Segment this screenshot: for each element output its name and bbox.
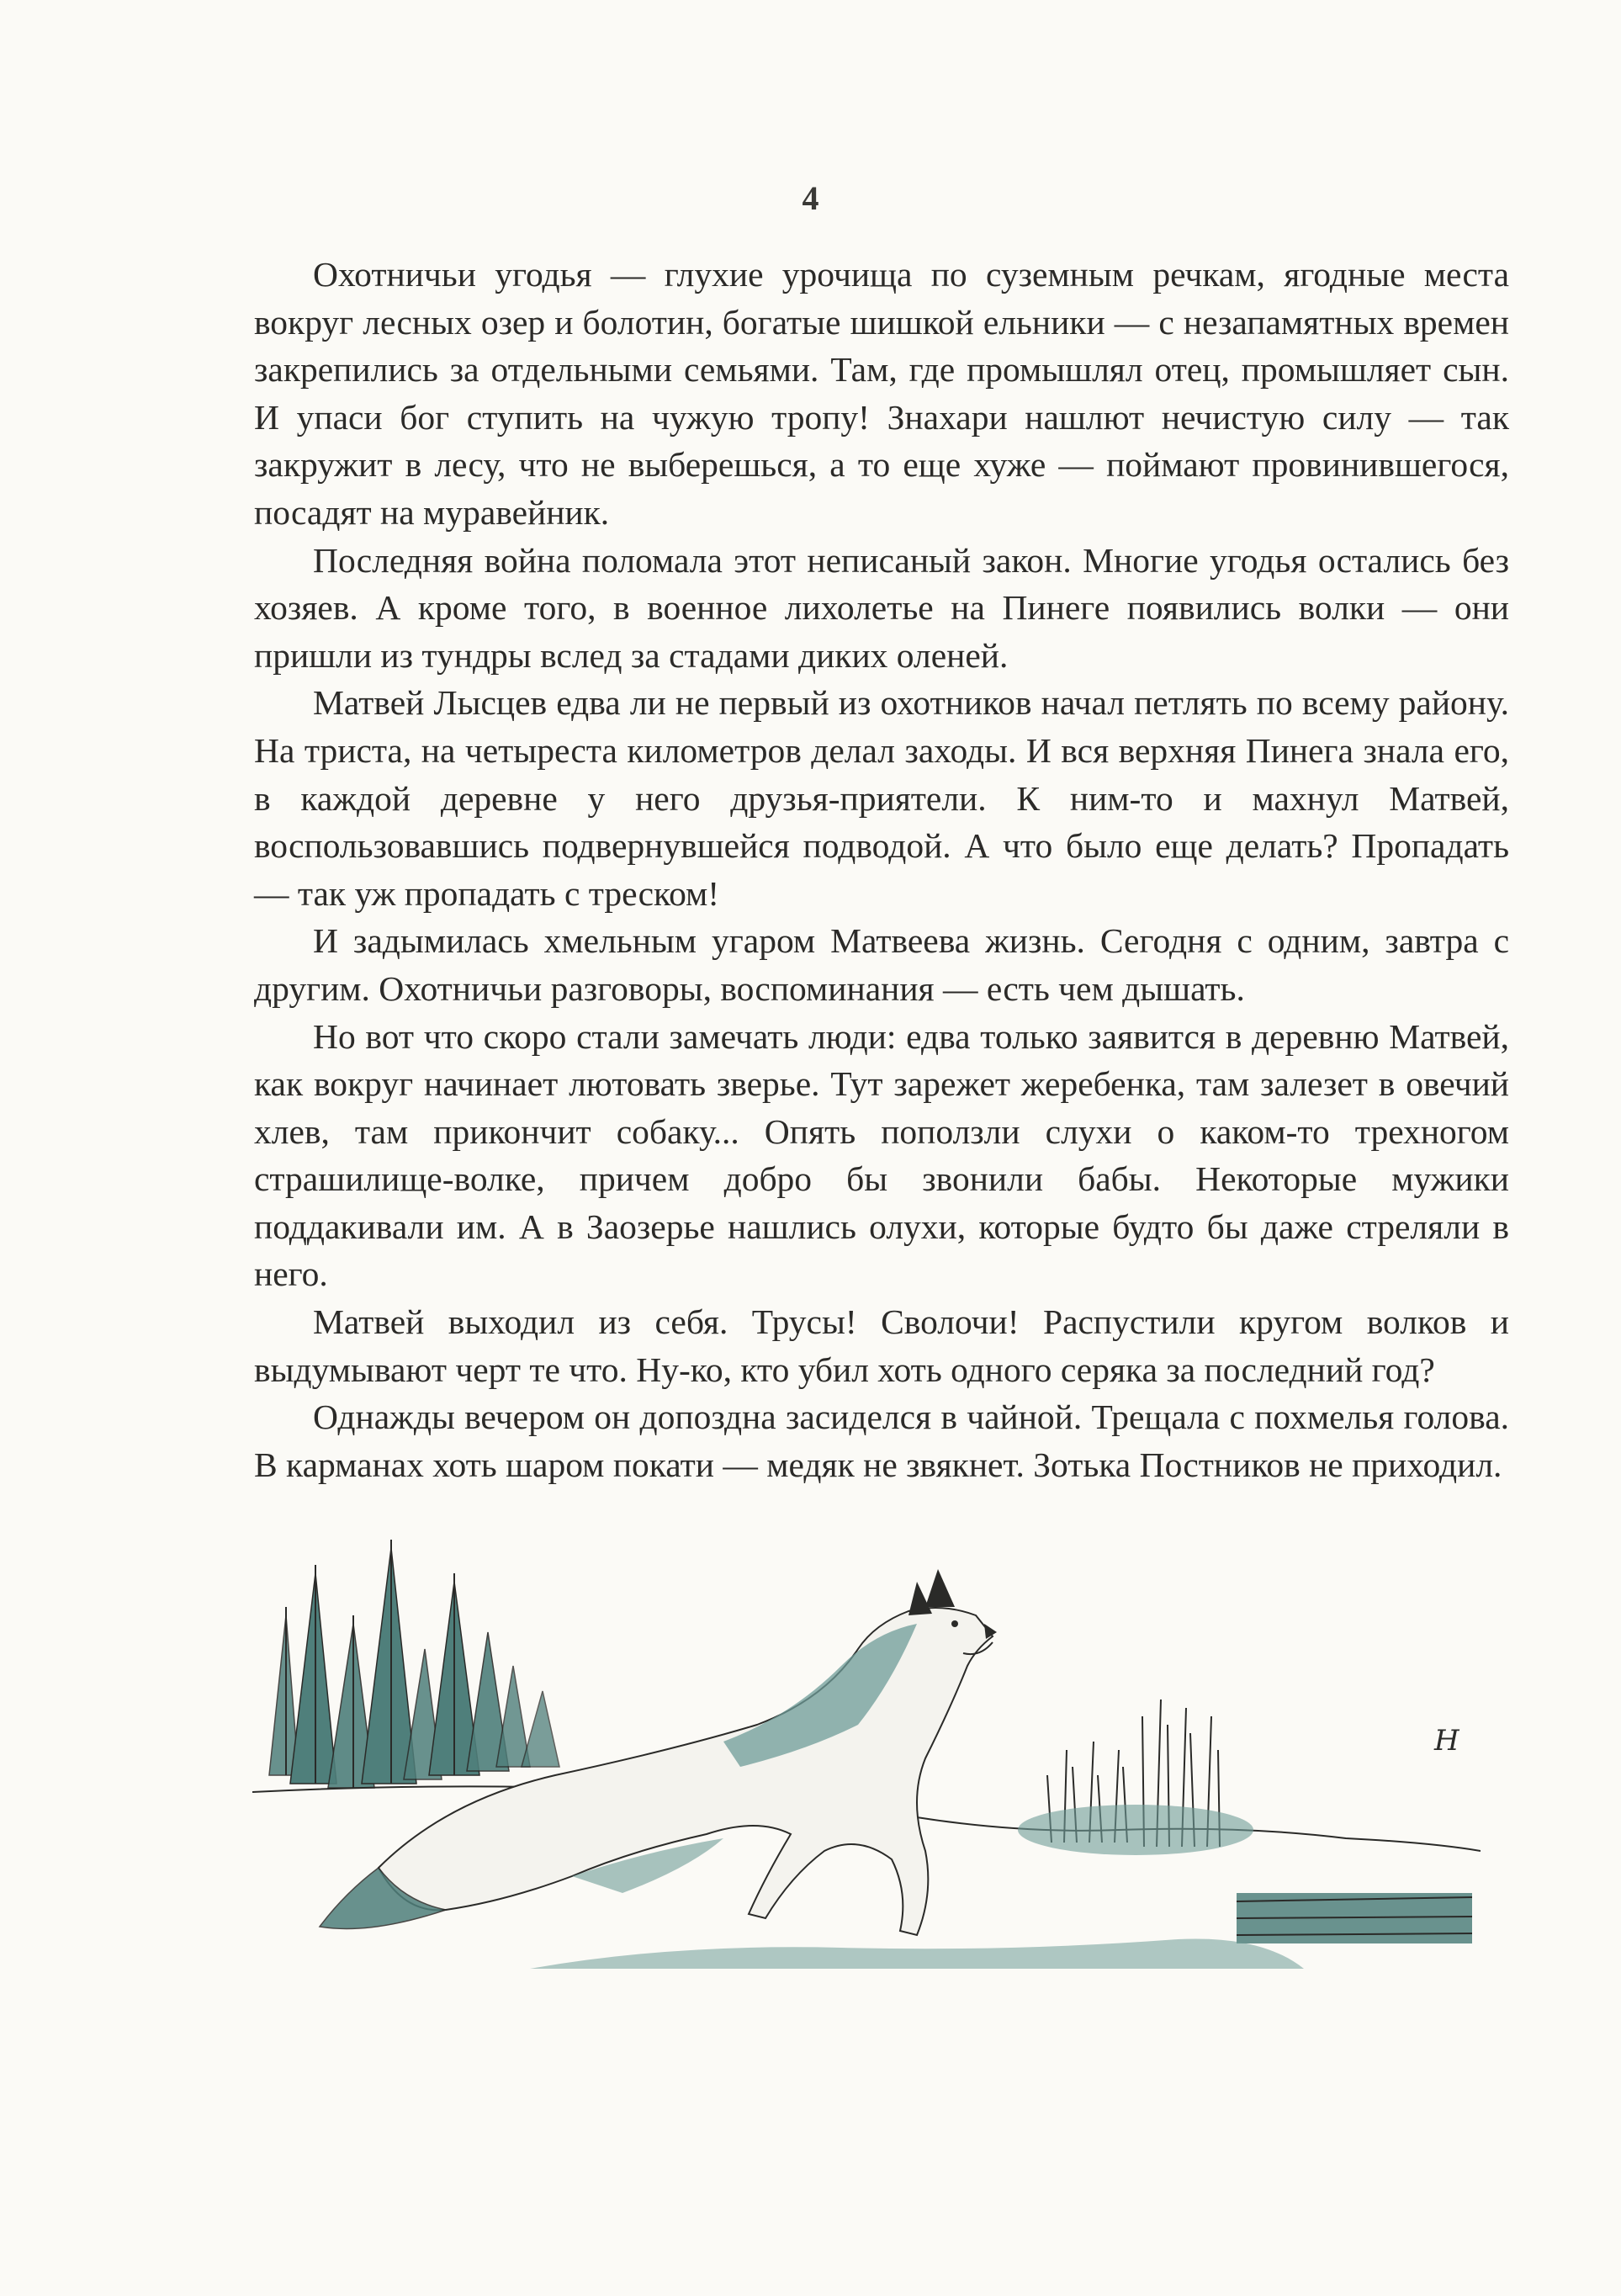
paragraph-2: Последняя война поломала этот неписаный закон. Многие угодья остались без хозяев. А кроме того, в военное лихолетье на Пинеге появились волки — они пришли из тундры вслед за стадами диких оленей. (254, 540, 1509, 675)
paragraph-1: Охотничьи угодья — глухие урочища по суземным речкам, ягодные места вокруг лесных озер и болотин, богатые шишкой ельники — с незапамятных времен закрепились за отдельными семьями. Там, где промышлял отец, промышляет сын. И упаси бог ступить на чужую тропу! Знахари нашлют нечистую силу — так закружит в лесу, что не выберешься, а то еще хуже — поймают провинившегося, посадят на муравейник. (254, 255, 1509, 532)
paragraph-4: И задымилась хмельным угаром Матвеева жизнь. Сегодня с одним, завтра с другим. Охотничьи разговоры, воспоминания — есть чем дышать. (254, 921, 1509, 1008)
paragraph-7: Однажды вечером он допоздна засиделся в чайной. Трещала с похмелья голова. В карманах хоть шаром покати — медяк не звякнет. Зотька Постников не приходил. (254, 1397, 1509, 1484)
wolf-illustration (252, 1498, 1481, 1969)
wolf-eye (951, 1620, 958, 1627)
paragraph-3: Матвей Лысцев едва ли не первый из охотников начал петлять по всему району. На триста, на четыреста километров делал заходы. И вся верхняя Пинега знала его, в каждой деревне у него друзья-приятели. К ним-то и махнул Матвей, воспользовавшись подвернувшейся подводой. А что было еще делать? Пропадать — так уж пропадать с треском! (254, 683, 1509, 913)
wolf-ear (925, 1569, 955, 1607)
paragraph-6: Матвей выходил из себя. Трусы! Сволочи! Распустили кругом волков и выдумывают черт те что. Ну-ко, кто убил хоть одного серяка за последний год? (254, 1302, 1509, 1389)
page-number: 4 (802, 179, 819, 217)
forest-trees (269, 1548, 559, 1788)
paragraph-5: Но вот что скоро стали замечать люди: едва только заявится в деревню Матвей, как вокруг начинает лютовать зверье. Тут зарежет жеребенка, там залезет в овечий хлев, там прикончит собаку... Опять поползли слухи о каком-то трехногом страшилище-волке, причем добро бы звонили бабы. Некоторые мужики поддакивали им. А в Заозерье нашлись олухи, которые будто бы даже стреляли в него. (254, 1016, 1509, 1294)
foreground-shading (530, 1938, 1304, 1969)
text-block (254, 251, 1509, 1488)
shrub-shading (1018, 1805, 1253, 1855)
artist-signature: Н (1434, 1724, 1459, 1758)
fallen-log (1237, 1893, 1472, 1943)
